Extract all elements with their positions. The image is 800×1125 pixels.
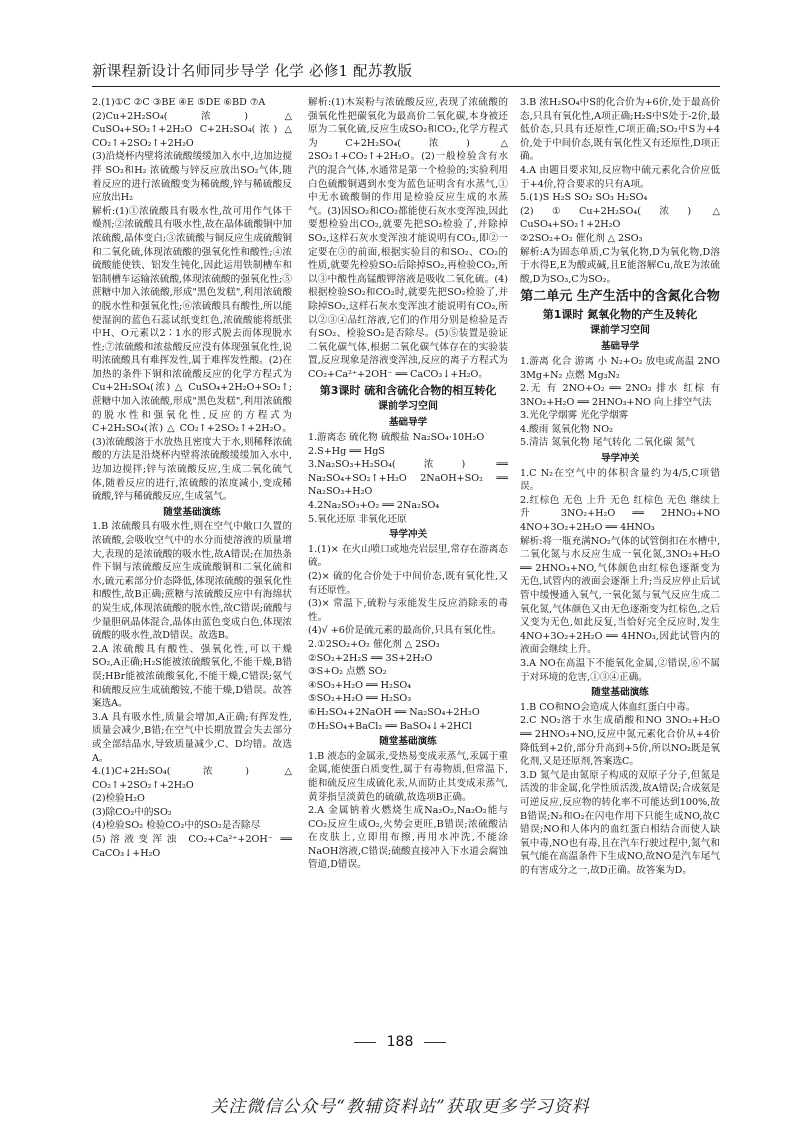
footer-note: 关注微信公众号“教辅资料站”获取更多学习资料 [210,1097,590,1117]
column-right [520,96,720,1108]
answer-paragraph: 1.(1)× 在火山喷口或地壳岩层里,常存在游离态硫。 [308,543,508,569]
answer-paragraph: 3.B 浓H₂SO₄中S的化合价为+6价,处于最高价态,只具有氧化性,A项正确;H₂S中S处于-2价,最低价态,只具有还原性,C项正确;SO₂中S为+4价,处于中间价态,既有氧化性又有还原性,D项正确。 [520,97,720,163]
answer-paragraph: 3.A NO在高温下不能氧化金属,②错误,⑥不属于对环境的危害,①③④正确。 [520,657,720,683]
answer-paragraph: 解析:(1)木炭粉与浓硫酸反应,表现了浓硫酸的强氧化性把碳氧化为最高价二氧化碳,本身被还原为二氧化硫,反应生成SO₂和CO₂,化学方程式为C+2H₂SO₄(浓) △ 2SO₂↑+CO₂↑+2H₂O。(2)一般检验含有水汽的混合气体,水通常是第一个检验的;实验利用白色硫酸铜遇到水变为蓝色证明含有水蒸气,①中无水硫酸铜的作用是检验反应生成的水蒸气。(3)因SO₂和CO₂都能使石灰水变浑浊,因此要想检验出CO₂,就要先把SO₂检验了,并除掉SO₂,这样石灰水变浑浊才能说明有CO₂,即②一定要在③的前面,根据实验目的和SO₂、CO₂的性质,就要先检验SO₂后除掉SO₂,再检验CO₂,所以③中酸性高锰酸钾溶液是吸收二氧化硫。(4)根据检验SO₂和CO₂时,就要先把SO₂检验了,并除掉SO₂,这样石灰水变浑浊才能说明有CO₂,所以②③④品红溶液,它们的作用分别是检验是否有SO₂、检验SO₂是否除尽。(5)⑤装置是验证二氧化碳气体,根据二氧化碳气体存在的实验装置,反应现象是溶液变浑浊,反应的离子方程式为CO₂+Ca²⁺+2OH⁻ ══ CaCO₃↓+H₂O。 [308,97,508,380]
section-heading: 第1课时 氮氧化物的产生及转化 [542,308,698,322]
answer-paragraph: 3.A 具有吸水性,质量会增加,A正确;有挥发性,质量会减少,B错;在空气中长期放置会失去部分或全部结晶水,导致质量减少,C、D均错。故选A。 [92,711,292,764]
header-rule [92,86,720,87]
answer-paragraph: 1.游离态 硫化物 硫酸盐 Na₂SO₄·10H₂O [308,432,485,444]
answer-paragraph: 2.S+Hg ══ HgS [308,445,386,457]
page-header: 新课程新设计名师同步导学 化学 必修1 配苏教版 [92,64,413,80]
answer-paragraph: ⑥H₂SO₄+2NaOH ══ Na₂SO₄+2H₂O [308,706,480,718]
answer-paragraph: 5.清洁 氮氧化物 尾气转化 二氧化碳 氮气 [520,437,695,449]
section-heading: 课前学习空间 [590,325,650,337]
answer-paragraph: 3.光化学烟雾 光化学烟雾 [520,410,629,422]
answer-paragraph: 解析:(1)①浓硫酸具有吸水性,故可用作气体干燥剂;②浓硫酸具有吸水性,故在晶体硫酸铜中加浓硫酸,晶体变白;③浓硫酸与铜反应生成硫酸铜和二氧化硫,体现浓硫酸的强氧化性和酸性;④浓硫酸能使铁、铝发生钝化,因此运用铁制槽车和铝制槽车运输浓硫酸,体现浓硫酸的强氧化性;⑤蔗糖中加入浓硫酸,形成"黑色发糕",利用浓硫酸的脱水性和强氧化性;⑥浓硫酸具有酸性,所以能使湿润的蓝色石蕊试纸变红色,浓硫酸能将纸张中H、O元素以2∶1水的形式脱去而体现脱水性;⑦浓硫酸和浓盐酸反应没有体现强氧化性,说明浓硫酸具有难挥发性,属于难挥发性酸。(2)在加热的条件下铜和浓硫酸反应的化学方程式为Cu+2H₂SO₄(浓) △ CuSO₄+2H₂O+SO₂↑;蔗糖中加入浓硫酸,形成"黑色发糕",利用浓硫酸的脱水性和强氧化性,反应的方程式为C+2H₂SO₄(浓) △ CO₂↑+2SO₂↑+2H₂O。(3)浓硫酸溶于水放热且密度大于水,则稀释浓硫酸的方法是沿烧杯内壁将浓硫酸缓缓加入水中,边加边搅拌;锌与浓硫酸反应,生成二氧化硫气体,随着反应的进行,浓硫酸的浓度减小,变成稀硫酸,锌与稀硫酸反应,生成氢气。 [92,205,292,503]
section-heading: 随堂基础演练 [379,736,437,748]
answer-paragraph: ⑤SO₂+H₂O ══ H₂SO₃ [308,693,412,705]
answer-paragraph: ④SO₃+H₂O ══ H₂SO₄ [308,679,412,691]
answer-paragraph: 解析:A为固态单质,C为氧化物,D为氧化物,D溶于水得E,E为酸或碱,且E能溶解Cu,故E为浓硫酸,D为SO₃,C为SO₂。 [520,246,720,285]
answer-paragraph: 1.游离 化合 游离 小 N₂+O₂ 放电或高温 2NO 3Mg+N₂ 点燃 Mg₃N₂ [520,355,720,381]
answer-paragraph: (4)检验SO₂ 检验CO₂中的SO₂是否除尽 [92,820,261,832]
answer-paragraph: 2.无 有 2NO+O₂ ══ 2NO₂ 排水 红棕 有 3NO₂+H₂O ══ 2HNO₃+NO 向上排空气法 [520,383,720,408]
answer-paragraph: 4.2Na₂SO₃+O₂ ══ 2Na₂SO₄ [308,500,440,512]
answer-paragraph: 2.A 金属钠着火燃烧生成Na₂O₂,Na₂O₂能与CO₂反应生成O₂,火势会更旺,B错误;浓硫酸沾在皮肤上,立即用布擦,再用水冲洗,不能涂NaOH溶液,C错误;硫酸直接冲入下水道会腐蚀管道,D错误。 [308,805,508,871]
answer-paragraph: 2.红棕色 无色 上升 无色 红棕色 无色 继续上升 3NO₂+H₂O ══ 2HNO₃+NO 4NO+3O₂+2H₂O ══ 4HNO₃ [520,494,720,534]
answer-paragraph: ⑦H₂SO₄+BaCl₂ ══ BaSO₄↓+2HCl [308,720,472,732]
answer-paragraph: ②SO₂+2H₂S ══ 3S+2H₂O [308,652,433,664]
answer-paragraph: 2.①2SO₂+O₂ 催化剂 △ 2SO₃ [308,638,440,650]
answer-paragraph: 4.(1)C+2H₂SO₄(浓) △ CO₂↑+2SO₂↑+2H₂O [92,766,292,791]
answer-paragraph: (2)Cu+2H₂SO₄(浓) △ CuSO₄+SO₂↑+2H₂O C+2H₂SO₄(浓) △ CO₂↑+2SO₂↑+2H₂O [92,110,292,149]
answer-paragraph: 1.B CO和NO会造成人体血红蛋白中毒。 [520,701,696,713]
answer-paragraph: (3)除CO₂中的SO₂ [92,806,172,818]
answer-paragraph: (5)溶液变浑浊 CO₂+Ca²⁺+2OH⁻ ══ CaCO₃↓+H₂O [92,834,292,859]
section-heading: 基础导学 [388,417,428,429]
page-number-dash-right [424,1042,446,1043]
answer-paragraph: 5.氧化还原 非氧化还原 [308,513,407,525]
column-left [92,96,292,1108]
section-heading: 随堂基础演练 [591,687,649,699]
answer-paragraph: 2.A 浓硫酸具有酸性、强氧化性,可以干燥SO₂,A正确;H₂S能被浓硫酸氧化,不能干燥,B错误;HBr能被浓硫酸氧化,不能干燥,C错误;氨气和硫酸反应生成硫酸铵,不能干燥,D错误。故答案选A。 [92,643,292,710]
answer-paragraph: 3.Na₂SO₃+H₂SO₄(浓) ══ Na₂SO₄+SO₂↑+H₂O 2NaOH+SO₂ ══ Na₂SO₃+H₂O [308,459,508,498]
answer-paragraph: 1.B 浓硫酸具有吸水性,则在空气中敞口久置的浓硫酸,会吸收空气中的水分而使溶液的质量增大,表现的是浓硫酸的吸水性,故A错误;在加热条件下铜与浓硫酸反应生成硫酸铜和二氧化硫和水,硫元素部分价态降低,体现浓硫酸的强氧化性和酸性,故B正确;蔗糖与浓硫酸反应中有海绵状的炭生成,体现浓硫酸的脱水性,故C错误;硫酸与少量胆矾晶体混合,晶体由蓝色变成白色,体现浓硫酸的吸水性,故D错误。故选B。 [92,521,292,642]
section-heading: 随堂基础演练 [163,506,221,518]
answer-paragraph: (3)× 常温下,硫粉与汞能发生反应消除汞的毒性。 [308,598,508,623]
answer-paragraph: 5.(1)S H₂S SO₂ SO₃ H₂SO₄ [520,192,648,204]
section-heading: 第二单元 生产生活中的含氮化合物 [520,289,720,305]
answer-paragraph: 2.C NO₂溶于水生成硝酸和NO 3NO₂+H₂O ══ 2HNO₃+NO,反应中氮元素化合价从+4价降低到+2价,部分升高到+5价,所以NO₂既是氧化剂,又是还原剂,答案选C。 [520,715,720,768]
answer-paragraph: ③S+O₂ 点燃 SO₂ [308,666,387,678]
section-heading: 导学冲关 [600,453,640,465]
answer-paragraph: 2.(1)①C ②C ③BE ④E ⑤DE ⑥BD ⑦A [92,97,266,108]
answer-paragraph: 3.D 氮气是由氮原子构成的双原子分子,但氮是活泼的非金属,化学性质活泼,故A错误;合成氨是可逆反应,反应物的转化率不可能达到100%,故B错误;N₂和O₂在闪电作用下只能生成NO,故C错误;NO和人体内的血红蛋白相结合而使人缺氧中毒,NO也有毒,且在汽车行驶过程中,氮气和氧气能在高温条件下生成NO,故NO是汽车尾气的有害成分之一,故D正确。故答案为D。 [520,769,720,876]
column-middle [308,96,508,1108]
answer-paragraph: (2)检验H₂O [92,793,145,805]
answer-paragraph: (2)①Cu+2H₂SO₄(浓) △ CuSO₄+SO₂↑+2H₂O [520,205,720,231]
answer-paragraph: 1.C N₂在空气中的体积含量约为4/5,C项错误。 [520,467,720,493]
section-heading: 第3课时 硫和含硫化合物的相互转化 [319,384,497,398]
section-heading: 课前学习空间 [378,401,438,413]
page-number-text: 188 [386,1034,414,1050]
section-heading: 基础导学 [600,341,640,353]
page-number [0,1034,800,1050]
answer-paragraph: 4.酸雨 氮氧化物 NO₂ [520,423,613,435]
answer-paragraph: 4.A 由题目要求知,反应物中硫元素化合价应低于+4价,符合要求的只有A项。 [520,164,720,190]
page-number-dash-left [354,1042,376,1043]
answer-paragraph: (4)√ +6价是硫元素的最高价,只具有氧化性。 [308,625,502,637]
section-heading: 导学冲关 [388,529,428,541]
answer-paragraph: 解析:将一瓶充满NO₂气体的试管倒扣在水槽中,二氧化氮与水反应生成一氧化氮,3NO₂+H₂O ══ 2HNO₃+NO,气体颜色由红棕色逐渐变为无色,试管内的液面会逐渐上升;当反应停止后试管中缓慢通入氧气,一氧化氮与氧气反应生成二氧化氮,气体颜色又由无色逐渐变为红棕色,之后又变为无色,如此反复,当恰好完全反应时,发生4NO+3O₂+2H₂O ══ 4HNO₃,因此试管内的液面会继续上升。 [520,535,720,656]
answer-paragraph: (3)沿烧杯内壁将浓硫酸缓缓加入水中,边加边搅拌 SO₂和H₂ 浓硫酸与锌反应放出SO₂气体,随着反应的进行浓硫酸变为稀硫酸,锌与稀硫酸反应放出H₂ [92,151,292,204]
answer-paragraph: 1.B 液态的金属汞,受热易变成汞蒸气,汞属于重金属,能使蛋白质变性,属于有毒物质,但常温下,能和硫反应生成硫化汞,从而防止其变成汞蒸气,黄芽指呈淡黄色的硫磺,故选项B正确。 [308,750,508,803]
answer-paragraph: ②2SO₂+O₂ 催化剂 △ 2SO₃ [520,232,643,244]
answer-paragraph: (2)× 硫的化合价处于中间价态,既有氧化性,又有还原性。 [308,571,508,596]
